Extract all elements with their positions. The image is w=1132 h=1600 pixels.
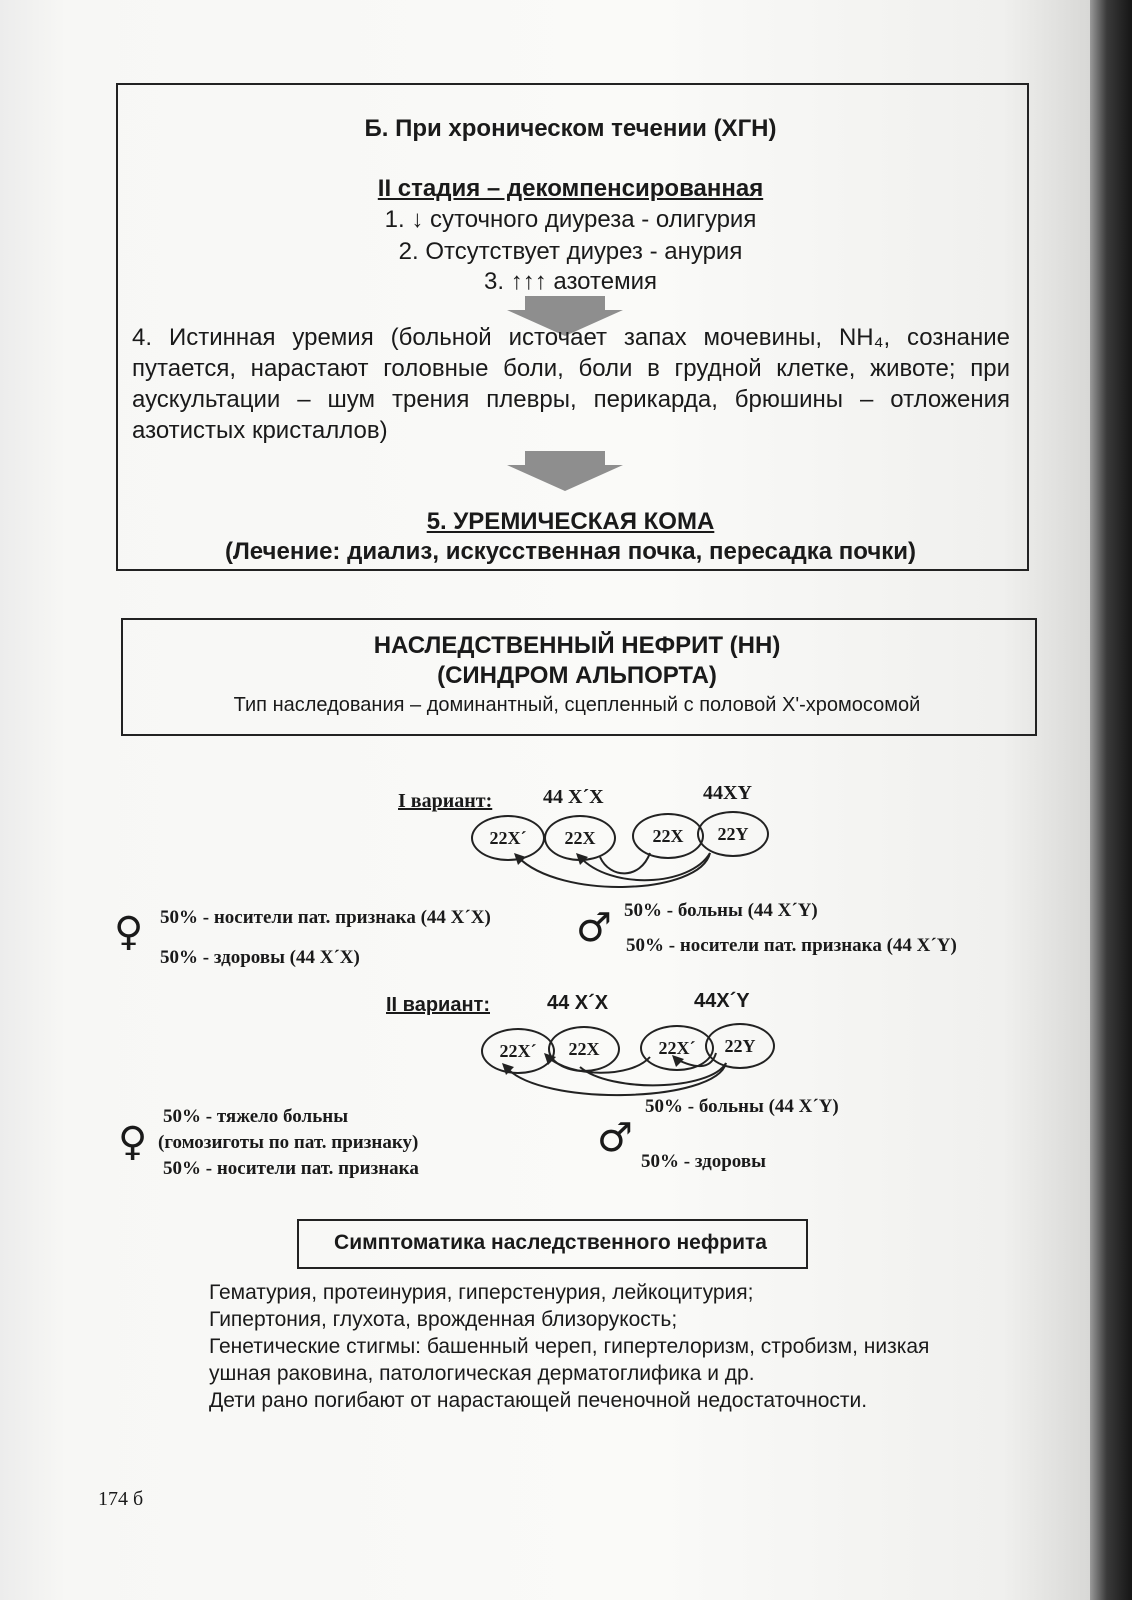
variant1-mother: 44 Х´Х — [543, 786, 604, 808]
alport-subtitle: (СИНДРОМ АЛЬПОРТА) — [437, 662, 717, 689]
symptoms-line: Дети рано погибают от нарастающей печеночной недостаточности. — [209, 1389, 868, 1412]
down-arrow-icon — [505, 451, 625, 493]
gamete-oval: 22Х´ — [481, 1028, 555, 1074]
v2-female-carriers: 50% - носители пат. признака — [163, 1158, 419, 1179]
v2-male-healthy: 50% - здоровы — [641, 1151, 766, 1172]
inheritance-type: Тип наследования – доминантный, сцепленный с половой Х'-хромосомой — [233, 694, 921, 716]
gamete-oval: 22Х — [548, 1026, 620, 1072]
symptoms-line: Гематурия, протеинурия, гиперстенурия, лейкоцитурия; — [209, 1281, 754, 1304]
gamete-oval: 22Х´ — [640, 1025, 714, 1071]
symptoms-line: Генетические стигмы: башенный череп, гипертелоризм, стробизм, низкая — [209, 1335, 930, 1358]
item-azotemia: 3. ↑↑↑ азотемия — [484, 268, 657, 295]
female-icon: ♀ — [114, 909, 144, 955]
gamete-oval: 22Х — [544, 815, 616, 861]
item-anuria: 2. Отсутствует диурез - анурия — [398, 238, 743, 265]
v1-male-carriers: 50% - носители пат. признака (44 Х´Y) — [626, 935, 957, 956]
symptoms-line: Гипертония, глухота, врожденная близорукость; — [209, 1308, 678, 1331]
v1-female-carriers: 50% - носители пат. признака (44 Х´Х) — [160, 907, 491, 928]
male-icon: ♂ — [576, 905, 612, 951]
item-oliguria: 1. ↓ суточного диуреза - олигурия — [384, 206, 757, 233]
v1-female-healthy: 50% - здоровы (44 Х´Х) — [160, 947, 360, 968]
female-icon: ♀ — [118, 1119, 148, 1165]
item-uremia: 4. Истинная уремия (больной источает запах мочевины, NH₄, сознание путается, нарастают головные боли, боли в грудной клетке, животе; при аускультации – шум трения плевры, перикарда, брюшины – отложения азотистых кристаллов) — [132, 324, 1010, 444]
treatment-note: (Лечение: диализ, искусственная почка, пересадка почки) — [224, 538, 917, 565]
variant1-label: I вариант: — [398, 790, 493, 812]
variant2-label: II вариант: — [386, 994, 490, 1016]
gamete-oval: 22Х´ — [471, 815, 545, 861]
gamete-oval: 22Х — [632, 813, 704, 859]
v1-male-sick: 50% - больны (44 Х´Y) — [624, 900, 818, 921]
section-b-title: Б. При хроническом течении (ХГН) — [364, 115, 777, 142]
variant1-father: 44XY — [703, 782, 752, 804]
uremic-coma-heading: 5. УРЕМИЧЕСКАЯ КОМА — [426, 508, 715, 535]
stage-heading: II стадия – декомпенсированная — [377, 175, 764, 202]
gamete-oval: 22Y — [697, 811, 769, 857]
variant2-mother: 44 Х´Х — [547, 992, 609, 1014]
book-binding-edge — [1090, 0, 1132, 1600]
page-number: 174 б — [98, 1488, 144, 1510]
v2-male-sick: 50% - больны (44 Х´Y) — [645, 1096, 839, 1117]
symptoms-line: ушная раковина, патологическая дерматоглифика и др. — [209, 1362, 755, 1385]
gamete-oval: 22Y — [705, 1023, 775, 1069]
male-icon: ♂ — [597, 1115, 633, 1161]
v2-female-homozygous: (гомозиготы по пат. признаку) — [158, 1132, 419, 1153]
v2-female-sick: 50% - тяжело больны — [163, 1106, 349, 1127]
variant2-father: 44Х´Y — [694, 990, 750, 1012]
symptoms-title: Симптоматика наследственного нефрита — [334, 1231, 767, 1254]
alport-title: НАСЛЕДСТВЕННЫЙ НЕФРИТ (НН) — [373, 632, 781, 659]
